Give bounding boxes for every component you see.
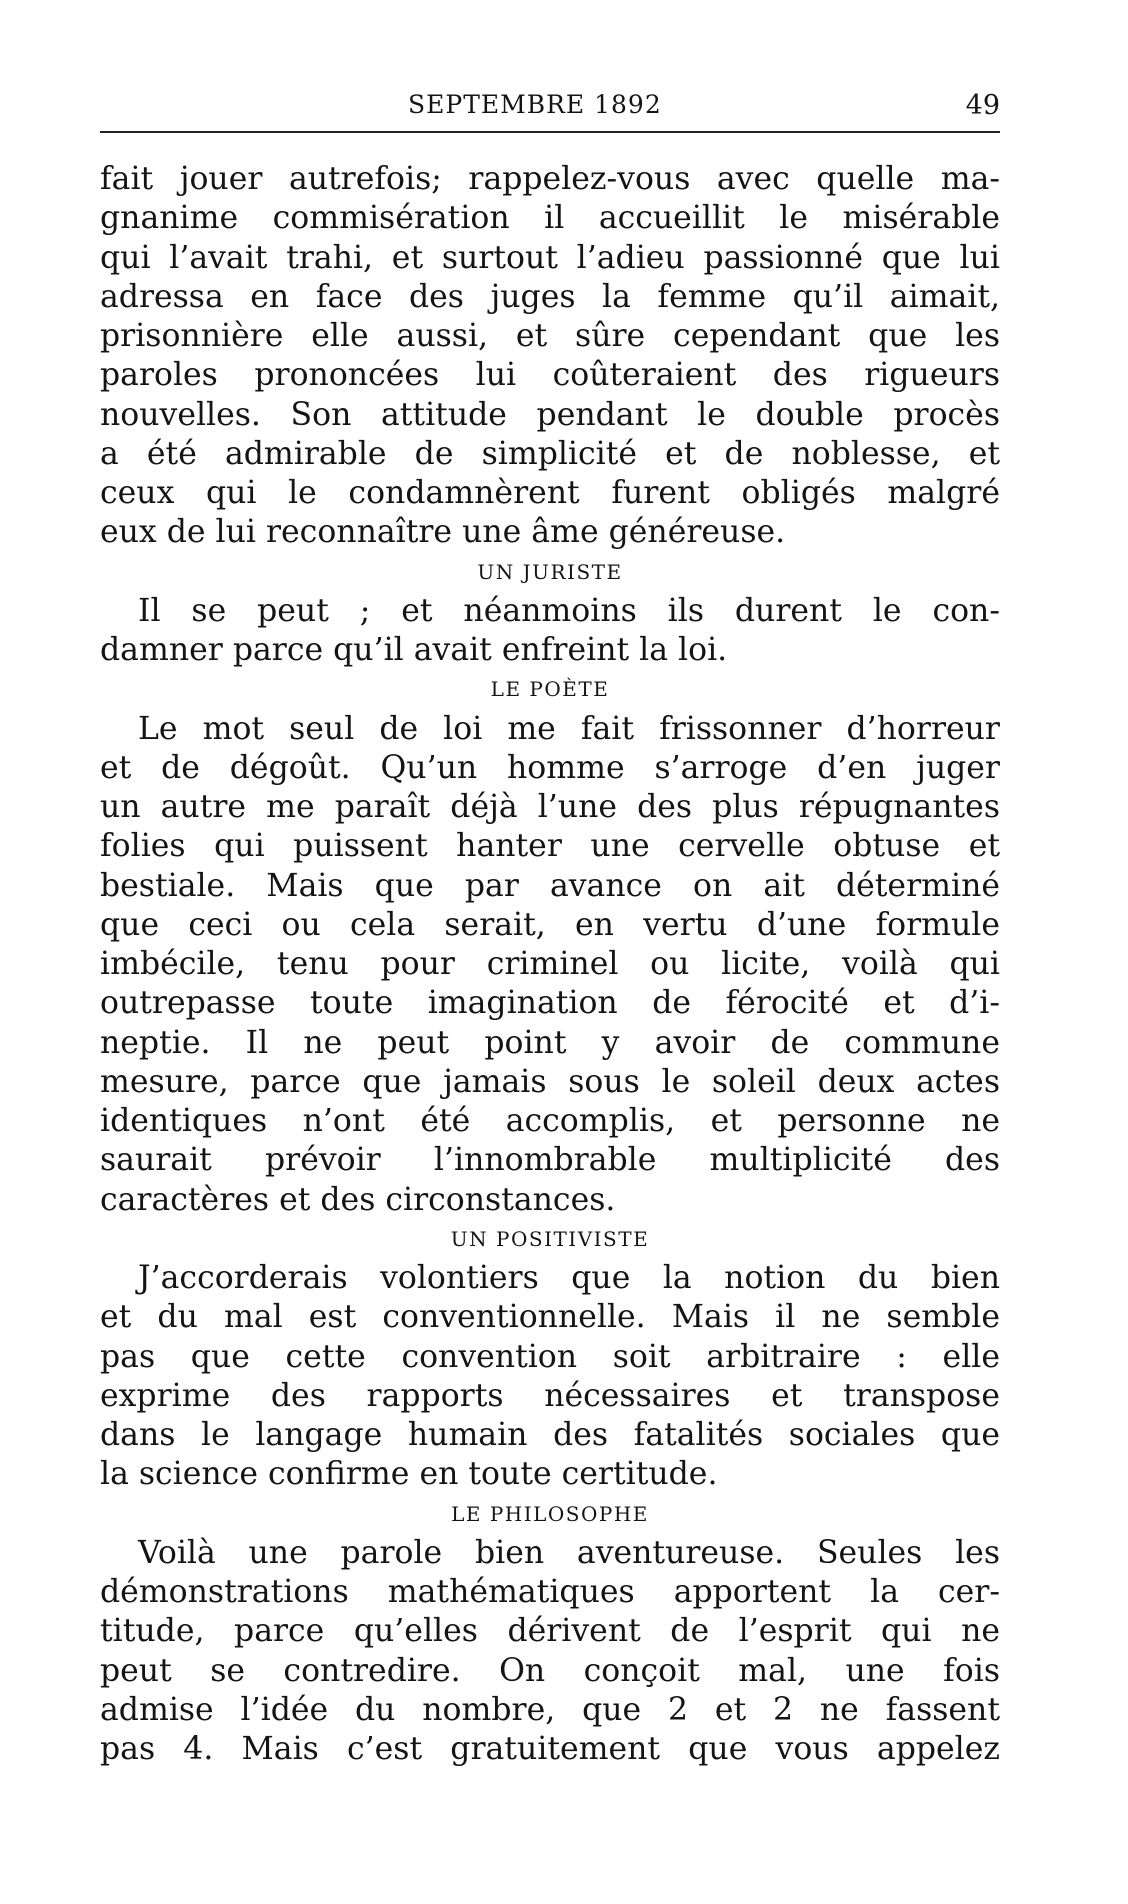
text-line: démonstrations mathématiques apportent la cer- <box>100 1574 1000 1610</box>
text-line: fait jouer autrefois; rappelez-vous avec quelle ma- <box>100 161 1000 197</box>
text-line: identiques n’ont été accomplis, et personne ne <box>100 1103 1000 1139</box>
text-line: bestiale. Mais que par avance on ait déterminé <box>100 867 1000 904</box>
text-line: Le mot seul de loi me fait frissonner d’horreur <box>138 710 1000 747</box>
text-line: nouvelles. Son attitude pendant le double procès <box>100 396 1000 433</box>
speaker-heading: LE POÈTE <box>490 677 610 702</box>
text-line: que ceci ou cela serait, en vertu d’une formule <box>100 906 1000 943</box>
text-line: Voilà une parole bien aventureuse. Seules les <box>138 1534 1000 1571</box>
text-line: Il se peut ; et néanmoins ils durent le con- <box>138 592 1000 629</box>
text-line: qui l’avait trahi, et surtout l’adieu passionné que lui <box>100 239 1000 276</box>
text-line: damner parce qu’il avait enfreint la loi. <box>100 632 728 668</box>
text-line: et du mal est conventionnelle. Mais il ne semble <box>100 1299 1000 1336</box>
running-title: SEPTEMBRE 1892 <box>408 90 662 119</box>
text-line: eux de lui reconnaître une âme généreuse. <box>100 514 786 551</box>
text-line: dans le langage humain des fatalités sociales que <box>100 1417 1000 1453</box>
text-line: gnanime commisération il accueillit le misérable <box>100 200 1000 237</box>
text-line: prisonnière elle aussi, et sûre cependant que les <box>100 318 1000 354</box>
speaker-heading: UN JURISTE <box>477 559 623 584</box>
page-number: 49 <box>965 90 1000 121</box>
speaker-heading: UN POSITIVISTE <box>450 1226 650 1251</box>
text-line: saurait prévoir l’innombrable multiplicité des <box>100 1142 1000 1179</box>
text-line: pas 4. Mais c’est gratuitement que vous appelez <box>100 1731 1000 1767</box>
speaker-heading: LE PHILOSOPHE <box>451 1501 649 1526</box>
text-line: adressa en face des juges la femme qu’il aimait, <box>100 278 1000 315</box>
header-rule <box>100 131 1000 133</box>
text-line: titude, parce qu’elles dérivent de l’esprit qui ne <box>100 1613 1000 1650</box>
text-line: ceux qui le condamnèrent furent obligés malgré <box>100 475 1000 511</box>
text-line: peut se contredire. On conçoit mal, une fois <box>100 1652 1000 1689</box>
text-line: exprime des rapports nécessaires et transpose <box>100 1377 1000 1414</box>
text-line: caractères et des circonstances. <box>100 1181 616 1218</box>
text-line: et de dégoût. Qu’un homme s’arroge d’en juger <box>100 749 1000 786</box>
text-line: J’accorderais volontiers que la notion du bien <box>138 1260 1000 1296</box>
text-line: pas que cette convention soit arbitraire : elle <box>100 1338 1000 1375</box>
text-line: neptie. Il ne peut point y avoir de commune <box>100 1024 1000 1061</box>
body-text <box>100 160 1000 1769</box>
text-line: outrepasse toute imagination de férocité et d’i- <box>100 985 1000 1022</box>
text-line: imbécile, tenu pour criminel ou licite, voilà qui <box>100 946 1000 982</box>
text-line: la science confirme en toute certitude. <box>100 1456 718 1493</box>
text-line: mesure, parce que jamais sous le soleil deux actes <box>100 1063 1000 1100</box>
text-line: admise l’idée du nombre, que 2 et 2 ne fassent <box>100 1691 1000 1728</box>
page-header <box>100 90 1000 130</box>
text-line: a été admirable de simplicité et de noblesse, et <box>100 435 1000 472</box>
text-line: paroles prononcées lui coûteraient des rigueurs <box>100 357 1000 394</box>
text-line: folies qui puissent hanter une cervelle obtuse et <box>100 828 1000 865</box>
text-line: un autre me paraît déjà l’une des plus répugnantes <box>100 789 1000 825</box>
